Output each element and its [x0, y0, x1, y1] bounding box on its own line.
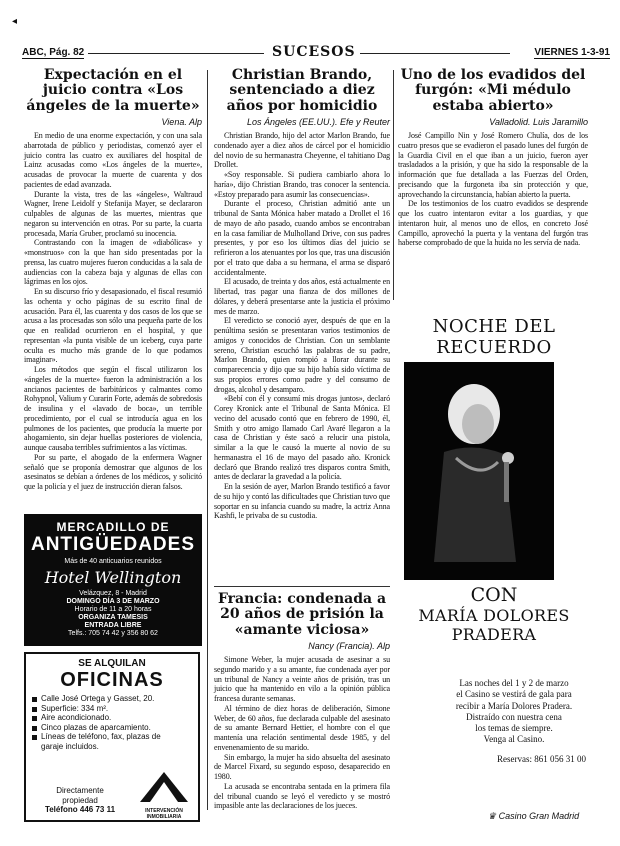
ad-heading: ANTIGÜEDADES	[30, 534, 195, 555]
ad-text: Venga al Casino.	[483, 734, 545, 745]
article-paragraph: En su discurso frío y desapasionado, el fiscal resumió las ochenta y ocho páginas de su escrito final de acusación. Para él, las cuarenta y dos casos de los que se acusa a las procesadas son sólo una pequeña parte de los que en realidad ocurrieron en el hospital, y que representan «la punta visible de un iceberg, cuya parte oculta es mucho más grande de lo que podamos imaginar».	[24, 287, 202, 365]
ad-feature-list	[32, 694, 182, 752]
article-paragraph: Sin embargo, la mujer ha sido absuelta del asesinato de Marcel Fixard, su segundo esposo, desaparecido en 1980.	[214, 752, 390, 782]
ad-contact	[32, 786, 128, 814]
ad-text: Velázquez, 8 - Madrid	[79, 590, 147, 597]
article-paragraph: Christian Brando, hijo del actor Marlon Brando, fue condenado ayer a diez años de cárcel por el homicidio del novio de su hermanastra Cheyenne, el tahitiano Dag Drollet.	[214, 131, 390, 170]
page-header	[22, 44, 610, 62]
article-paragraph: En medio de una enorme expectación, y con una sala abarrotada de público y periodistas, comenzó ayer el juicio contra las cuatro ex auxiliares del hospital de Lainz acusadas como «Los ángeles de la muerte», acusadas de provocar la muerte de cuarenta y dos pacientes de edad avanzada.	[24, 131, 202, 189]
ad-phone: Teléfono 446 73 11	[44, 804, 116, 814]
ad-body	[436, 678, 592, 746]
ad-text: los temas de siempre.	[475, 723, 553, 733]
ad-oficinas	[24, 652, 200, 822]
article-paragraph: Los métodos que según el fiscal utilizaron los «ángeles de la muerte» fueron la administración a los ancianos pacientes de barbitúricos y calmantes como Rohypnol, Valium y Curarin Forte, además de sobredosis de insulina y el «lavado de boca», un terrible procedimiento, por el cual se introducía agua en los pulmones de los pacientes, que producía la muerte por ahogamiento, sin dejar huellas posteriores de violencia, aunque causaba terribles sufrimientos a las víctimas.	[24, 365, 202, 453]
page-date: VIERNES 1-3-91	[534, 47, 610, 58]
list-item: Cinco plazas de aparcamiento.	[32, 723, 182, 733]
logo-text: Casino Gran Madrid	[498, 811, 580, 821]
ad-text: Distraído con nuestra cena	[466, 711, 562, 722]
ad-noche-del-recuerdo	[396, 302, 592, 832]
article-paragraph: El acusado, de treinta y dos años, está actualmente en libertad, tras pagar una fianza de dos millones de dólares, y deberá presentarse ante la justicia el próximo mes de marzo.	[214, 277, 390, 316]
ad-text: el Casino se vestirá de gala para	[456, 689, 572, 700]
article-paragraph: José Campillo Nin y José Romero Chulía, dos de los cuatro presos que se evadieron el pasado lunes del furgón de la Guardia Civil en el que iban a un juicio, fueron ayer trasladados a la prisión, y que ha sido la responsable de la información que fue detallada a las Fuerzas del Orden, precisando que la furgoneta iba sin protección y que, aprovechando la circunstancia, habían abierto la puerta.	[398, 131, 588, 199]
ad-text: Horario de 11 a 20 horas	[74, 606, 152, 614]
ad-antiguedades	[24, 514, 202, 646]
ad-heading: OFICINAS	[60, 669, 164, 691]
singer-photo	[404, 362, 554, 580]
article-paragraph: En la sesión de ayer, Marlon Brando testificó a favor de su hijo y contó las dificultades que Christian tuvo que soportar en su infancia cuando su madre, la actriz Anna Kashfi, le privaba de su custodia.	[214, 482, 390, 521]
article-byline: Los Ángeles (EE.UU.). Efe y Reuter	[246, 117, 390, 128]
ad-text: ORGANIZA TAMESIS	[78, 614, 148, 622]
column-divider	[393, 70, 394, 300]
ad-text: Más de 40 anticuarios reunidos	[64, 558, 162, 565]
article-paragraph: Durante el proceso, Christian admitió ante un tribunal de Santa Mónica haber matado a Drollet el 16 de mayo de año pasado, cuando ambos se encontraban en la casa familiar de Mulholland Drive, con sus padres presentes, y por eso los últimos días del juicio se refirieron a los atenuantes por los que, tras una discusión por el trato que daba a su hermana, el arma se disparó accidentalmente.	[214, 199, 390, 277]
ad-heading: NOCHE DEL RECUERDO	[432, 316, 556, 358]
header-rule-left	[88, 53, 264, 54]
ad-text: propiedad	[62, 795, 98, 805]
article-byline: Viena. Alp	[161, 117, 202, 128]
article-headline: Christian Brando, sentenciado a diez años por homicidio	[226, 67, 378, 114]
header-rule-right	[360, 53, 510, 54]
article-paragraph: Al término de diez horas de deliberación, Simone Weber, de 60 años, fue declarada culpable del asesinato de su amante Bernard Hettier, el hombre con el que mantenía una relación sentimental desde 1985, y del envenenamiento de su marido.	[214, 703, 390, 752]
article-paragraph: Simone Weber, la mujer acusada de asesinar a su segundo marido y a su amante, fue condenada ayer por un tribunal de Nancy a veinte años de prisión, tras un juicio que ha mantenido en vilo a la opinión pública francesa durante semanas.	[214, 655, 390, 704]
article-byline: Nancy (Francia). Alp	[308, 641, 390, 652]
section-title: SUCESOS	[272, 44, 356, 60]
artist-name: MARÍA DOLORES PRADERA	[418, 606, 570, 644]
article-paragraph: Durante la vista, tres de las «ángeles», Waltraud Wagner, Irene Leidolf y Stefanija Mayer, se declararon culpables de algunas de las muertes, mientras que negaron su intervención en otras. Por su parte, la cuarta procesada, María Gruber, proclamó su inocencia.	[24, 189, 202, 238]
column-divider	[207, 70, 208, 810]
article-paragraph: De los testimonios de los cuatro evadidos se desprende que los cuatro intentaron evitar a los guardias, y que intentaron huir, al menos uno de ellos, en concreto José Campillo, aprovechó la puerta y la ventana del furgón tras haberse comprobado de que la huida no les servía de nada.	[398, 199, 588, 248]
ad-text: Directamente	[56, 786, 104, 796]
ad-heading: CON	[470, 584, 518, 606]
ad-phone: Telfs.: 705 74 42 y 356 80 62	[68, 630, 158, 638]
article-headline: Uno de los evadidos del furgón: «Mi médulo estaba abierto»	[400, 67, 586, 114]
article-paragraph: «Bebí con él y consumí mis drogas juntos», declaró Corey Kronick ante el Tribunal de Santa Mónica. El vecino del acusado contó que en febrero de 1990, él, Smith y otro amigo llamado Carl Avaré llegaron a la casa de Christian y éste sacó a relucir una pistola, similar a la que le causó la muerte al novio de su hermanastra el 16 de mayo del pasado año. Kronick declaró que Brando realizó tres disparos contra Smith, antes de declarar la gravedad a la policía.	[214, 394, 390, 482]
singer-silhouette-icon	[404, 362, 554, 580]
ad-text: recibir a María Dolores Pradera.	[455, 700, 573, 711]
page-number: ABC, Pág. 82	[22, 47, 85, 58]
article-lainz	[24, 68, 202, 492]
crown-icon: ♛	[488, 811, 497, 821]
article-paragraph: Por su parte, el abogado de la enfermera Wagner señaló que se proponía demostrar que algunos de los asesinatos se debían a órdenes de los médicos, y solicitó que la policía y el juez de instrucción dieran falsos.	[24, 452, 202, 492]
article-francia	[214, 592, 390, 811]
article-brando	[214, 68, 390, 521]
logo-text: INTERVENCIÓN INMOBILIARIA	[145, 808, 183, 820]
list-item: Aire acondicionado.	[32, 713, 182, 723]
ad-heading: MERCADILLO DE	[56, 520, 170, 534]
list-item: Superficie: 334 m².	[32, 704, 182, 714]
list-item: Líneas de teléfono, fax, plazas de garaje incluidos.	[32, 732, 182, 751]
list-item: Calle José Ortega y Gasset, 20.	[32, 694, 182, 704]
article-byline: Valladolid. Luis Jaramillo	[489, 117, 588, 128]
triangle-logo-icon	[138, 770, 190, 804]
ad-phone: Reservas: 861 056 31 00	[497, 753, 586, 764]
ad-text: Las noches del 1 y 2 de marzo	[459, 678, 569, 688]
ad-text: ENTRADA LIBRE	[84, 622, 142, 630]
ad-text: DOMINGO DÍA 3 DE MARZO	[66, 598, 160, 606]
ad-heading: SE ALQUILAN	[78, 658, 146, 669]
article-paragraph: El veredicto se conoció ayer, después de que en la penúltima sesión se presentaran varios testimonios de amigos y conocidos de Christian. Con un semblante sereno, Christian escuchó las palabras de su padre, Marlon Brando, quien rompió a llorar durante su comparecencia y dijo que su hijo había sido víctima de sus propios errores como padre y del consumo de drogas, alcohol y desamparo.	[214, 316, 390, 394]
hotel-name: Hotel Wellington	[44, 568, 182, 587]
article-divider	[214, 586, 390, 587]
article-paragraph: La acusada se encontraba sentada en la primera fila del tribunal cuando se leyó el veredicto y se mostró impasible ante las declaraciones de los jueces.	[214, 781, 390, 811]
company-logo	[138, 770, 190, 820]
article-furgon	[398, 68, 588, 248]
corner-mark: ◂	[12, 16, 18, 27]
casino-logo	[488, 811, 579, 822]
article-paragraph: «Soy responsable. Si pudiera cambiarlo ahora lo haría», dijo Christian Brando, tras conocer la sentencia. «Estoy preparado para asumir las consecuencias».	[214, 170, 390, 199]
article-headline: Expectación en el juicio contra «Los ángeles de la muerte»	[26, 67, 200, 114]
article-paragraph: Contrastando con la imagen de «diabólicas» y «monstruos» con la que han sido presentadas por la prensa, las cuatro mujeres fueron conducidas a la sala de audiencias con la cabeza baja y algunas de ellas con lágrimas en los ojos.	[24, 238, 202, 287]
article-headline: Francia: condenada a 20 años de prisión la «amante viciosa»	[217, 591, 387, 638]
